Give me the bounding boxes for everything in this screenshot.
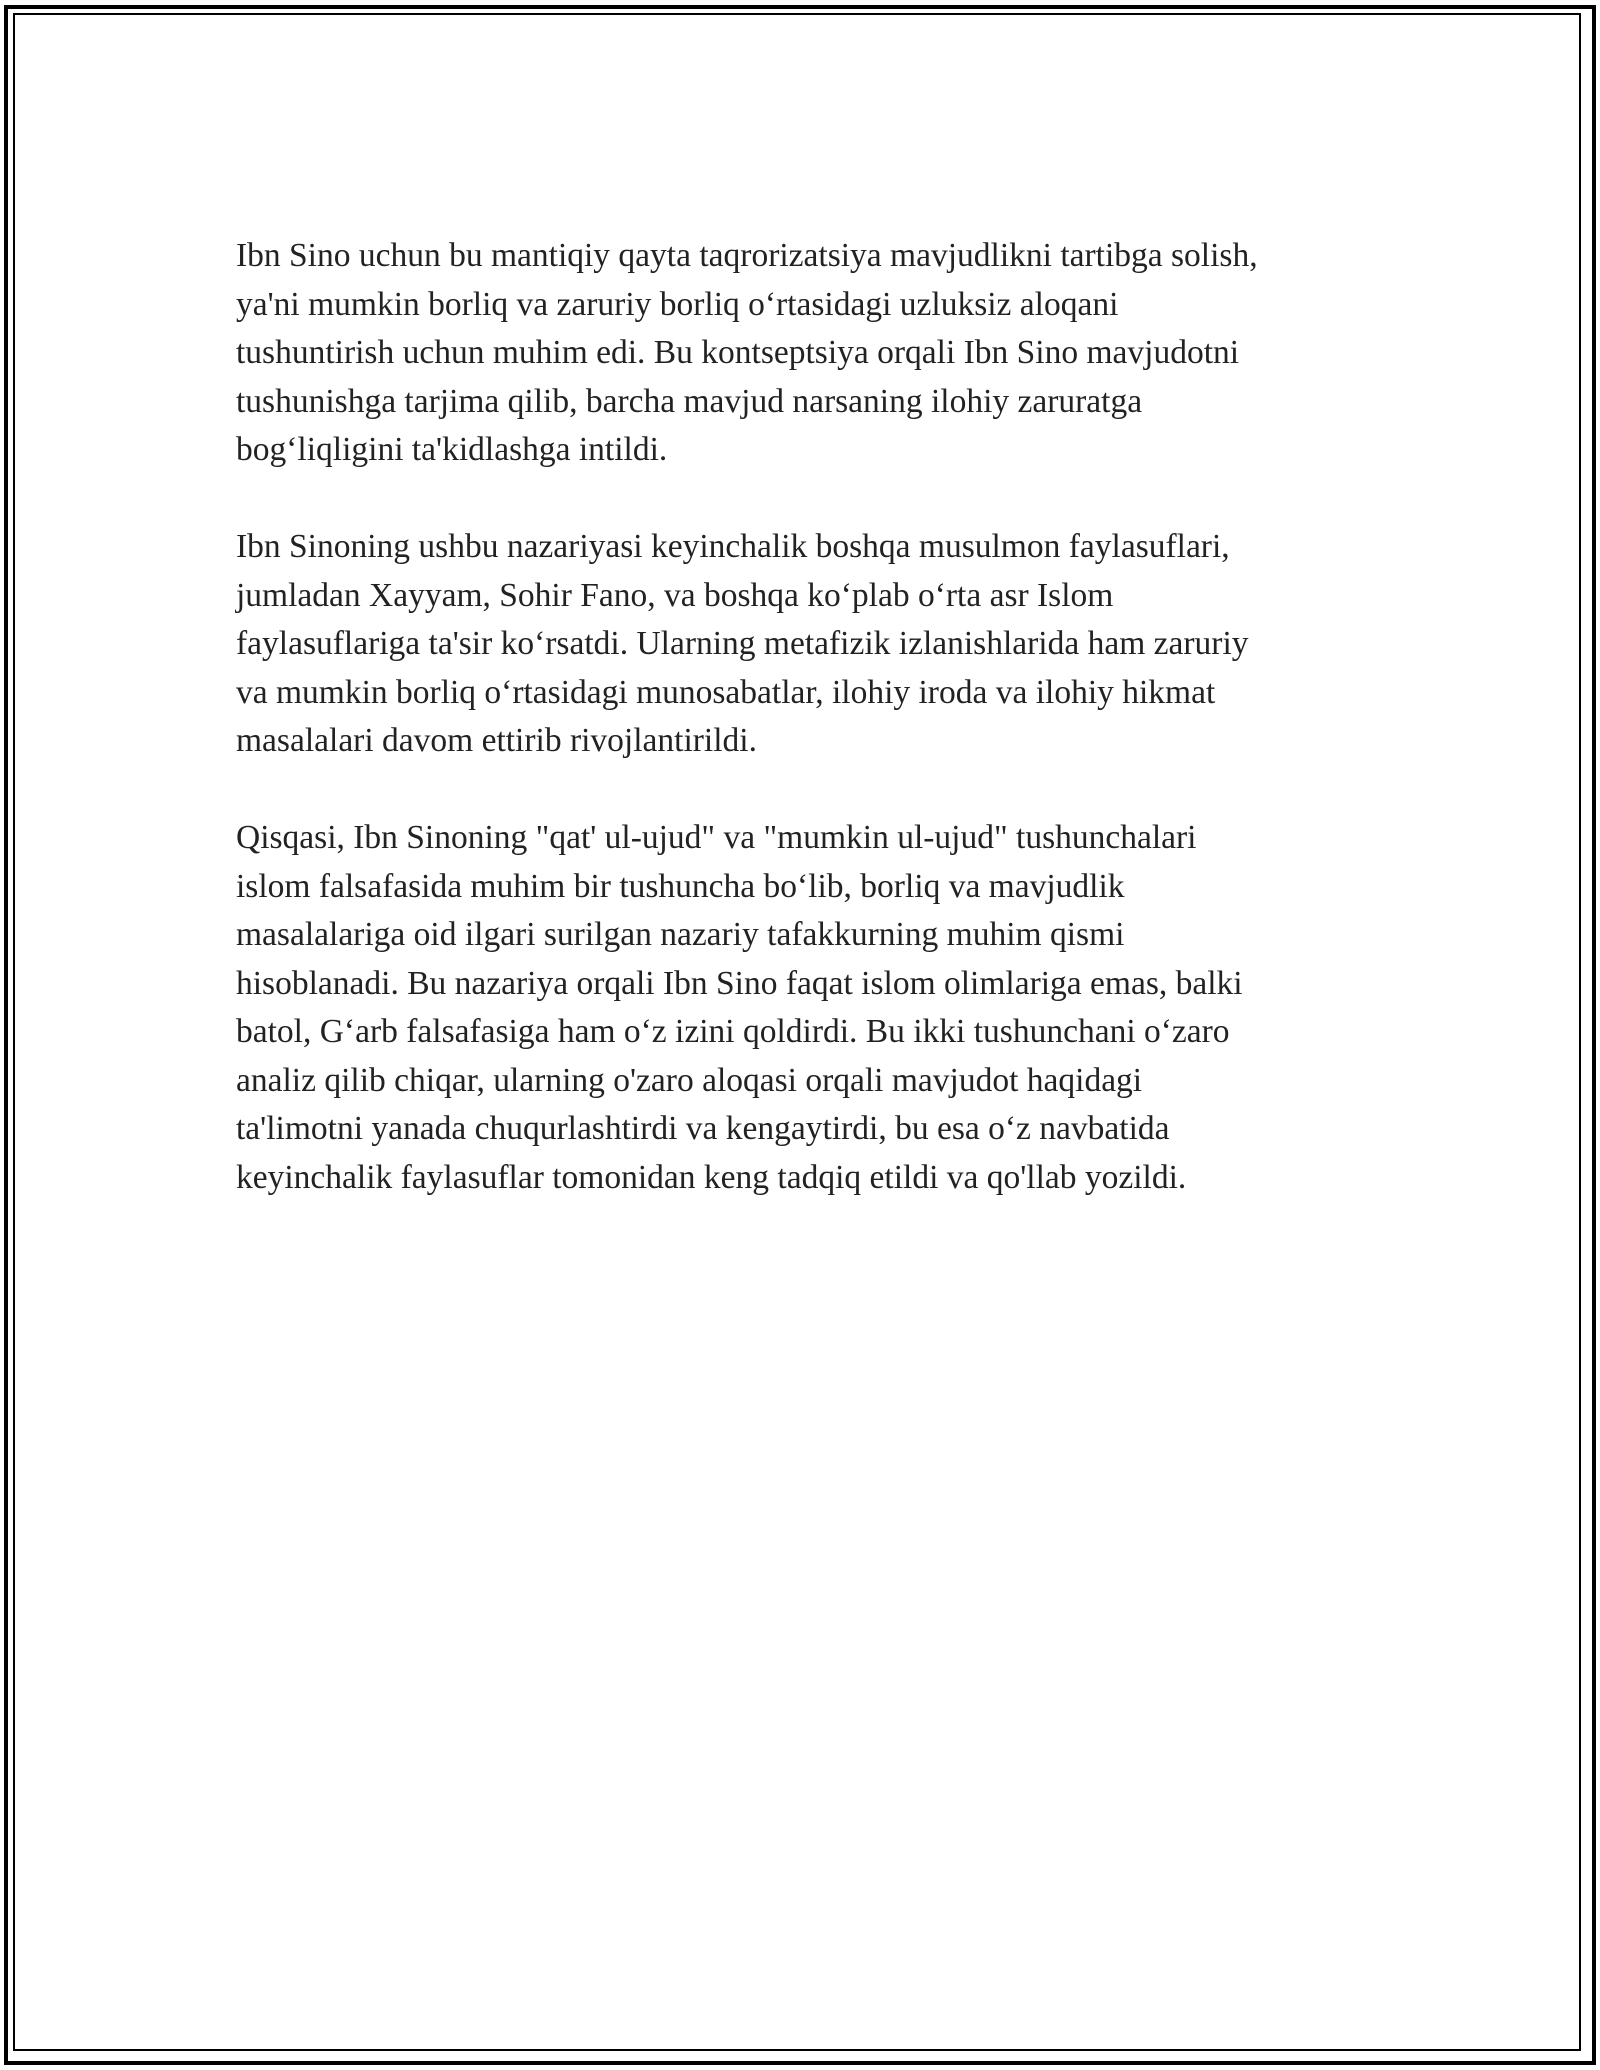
text-line: Ibn Sinoning ushbu nazariyasi keyinchalik boshqa musulmon faylasuflari, bbox=[236, 528, 1230, 565]
paragraph-1 bbox=[236, 232, 1366, 475]
text-line: ya'ni mumkin borliq va zaruriy borliq oʻrtasidagi uzluksiz aloqani bbox=[236, 285, 1119, 323]
text-line: islom falsafasida muhim bir tushuncha boʻlib, borliq va mavjudlik bbox=[236, 867, 1125, 905]
text-line: masalalariga oid ilgari surilgan nazariy tafakkurning muhim qismi bbox=[236, 916, 1125, 953]
text-line: masalalari davom ettirib rivojlantirildi. bbox=[236, 722, 757, 759]
text-line: tushunishga tarjima qilib, barcha mavjud narsaning ilohiy zaruratga bbox=[236, 382, 1143, 420]
text-line: faylasuflariga ta'sir koʻrsatdi. Ularning metafizik izlanishlarida ham zaruriy bbox=[236, 625, 1249, 662]
text-line: keyinchalik faylasuflar tomonidan keng tadqiq etildi va qo'llab yozildi. bbox=[236, 1158, 1187, 1196]
text-line: jumladan Xayyam, Sohir Fano, va boshqa koʻplab oʻrta asr Islom bbox=[236, 576, 1114, 614]
text-line: ta'limotni yanada chuqurlashtirdi va kengaytirdi, bu esa oʻz navbatida bbox=[236, 1110, 1170, 1147]
text-line: hisoblanadi. Bu nazariya orqali Ibn Sino faqat islom olimlariga emas, balki bbox=[236, 964, 1243, 1002]
text-line: Qisqasi, Ibn Sinoning "qat' ul-ujud" va "mumkin ul-ujud" tushunchalari bbox=[236, 819, 1197, 856]
text-line: bogʻliqligini ta'kidlashga intildi. bbox=[236, 431, 668, 468]
text-line: Ibn Sino uchun bu mantiqiy qayta taqrorizatsiya mavjudlikni tartibga solish, bbox=[236, 237, 1258, 274]
document-body bbox=[236, 232, 1366, 1251]
paragraph-2 bbox=[236, 523, 1366, 766]
text-line: va mumkin borliq oʻrtasidagi munosabatlar, ilohiy iroda va ilohiy hikmat bbox=[236, 673, 1216, 711]
text-line: batol, Gʻarb falsafasiga ham oʻz izini qoldirdi. Bu ikki tushunchani oʻzaro bbox=[236, 1013, 1230, 1050]
text-line: analiz qilib chiqar, ularning o'zaro aloqasi orqali mavjudot haqidagi bbox=[236, 1061, 1143, 1099]
text-line: tushuntirish uchun muhim edi. Bu kontseptsiya orqali Ibn Sino mavjudotni bbox=[236, 334, 1240, 371]
paragraph-3 bbox=[236, 814, 1366, 1202]
